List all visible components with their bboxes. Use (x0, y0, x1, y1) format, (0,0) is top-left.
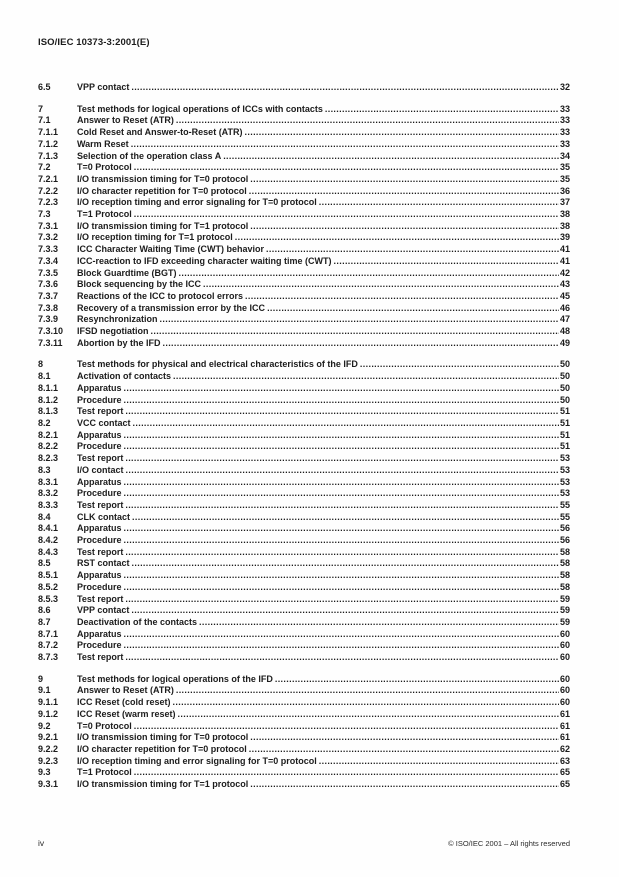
toc-entry-title: Cold Reset and Answer-to-Reset (ATR) (77, 127, 243, 138)
toc-entry (38, 232, 570, 244)
toc-entry (38, 512, 570, 524)
toc-entry-title: Test methods for physical and electrical characteristics of the IFD (77, 359, 358, 370)
toc-entry-number: 8.4.2 (38, 535, 59, 546)
toc-entry-title: I/O character repetition for T=0 protocol (77, 743, 247, 754)
toc-entry-title: Selection of the operation class A (77, 150, 222, 161)
toc-entry-number: 7.1.1 (38, 127, 59, 138)
toc-entry-page: 42 (559, 267, 570, 278)
toc-leader-dots (124, 383, 559, 395)
toc-entry-number: 8.2.3 (38, 453, 59, 464)
toc-entry-number: 7.3.4 (38, 255, 59, 266)
toc-leader-dots (124, 570, 559, 582)
toc-leader-dots (126, 465, 559, 477)
toc-entry-title: RST contact (77, 558, 130, 569)
toc-entry-number: 8.5.3 (38, 593, 59, 604)
toc-entry-title: I/O transmission timing for T=1 protocol (77, 220, 249, 231)
toc-entry-title: Procedure (77, 581, 122, 592)
toc-leader-dots (173, 697, 559, 709)
toc-entry (38, 477, 570, 489)
toc-entry-number: 8.3.3 (38, 499, 59, 510)
toc-entry-number: 9.1.2 (38, 708, 59, 719)
toc-entry-number: 7.3.7 (38, 290, 59, 301)
toc-entry-page: 48 (559, 326, 570, 337)
toc-entry-title: Test report (77, 406, 124, 417)
toc-entry-number: 7.3.5 (38, 267, 59, 278)
toc-leader-dots (178, 709, 559, 721)
toc-entry-number: 9.2.1 (38, 732, 59, 743)
toc-entry-title: I/O transmission timing for T=1 protocol (77, 779, 249, 790)
toc-entry-title: Test report (77, 453, 124, 464)
toc-entry (38, 406, 570, 418)
toc-entry-title: ICC-reaction to IFD exceeding character waiting time (CWT) (77, 255, 332, 266)
toc-leader-dots (125, 547, 559, 559)
toc-entry (38, 291, 570, 303)
toc-entry-number: 8.4.3 (38, 546, 59, 557)
toc-entry-number: 9.2.3 (38, 755, 59, 766)
toc-entry-title: VPP contact (77, 605, 130, 616)
toc-entry-page: 45 (559, 290, 570, 301)
toc-group (38, 104, 570, 350)
toc-entry (38, 709, 570, 721)
toc-entry-page: 50 (559, 359, 570, 370)
toc-entry-number: 8.6 (38, 605, 51, 616)
toc-leader-dots (249, 744, 559, 756)
toc-entry (38, 453, 570, 465)
toc-entry (38, 127, 570, 139)
toc-entry (38, 383, 570, 395)
toc-group (38, 82, 570, 94)
toc-entry-title: Apparatus (77, 382, 122, 393)
toc-entry-title: Resynchronization (77, 314, 158, 325)
toc-leader-dots (124, 640, 559, 652)
toc-entry-page: 46 (559, 302, 570, 313)
toc-leader-dots (132, 512, 559, 524)
toc-leader-dots (151, 326, 559, 338)
toc-entry-title: I/O transmission timing for T=0 protocol (77, 732, 249, 743)
toc-entry-page: 51 (559, 429, 570, 440)
toc-entry-title: T=0 Protocol (77, 162, 132, 173)
page-number: iv (38, 838, 45, 848)
toc-leader-dots (125, 594, 559, 606)
toc-leader-dots (134, 721, 559, 733)
toc-entry (38, 244, 570, 256)
toc-entry (38, 685, 570, 697)
toc-entry-page: 36 (559, 185, 570, 196)
toc-entry-number: 8.3.2 (38, 488, 59, 499)
toc-entry-page: 58 (559, 546, 570, 557)
toc-entry-title: Abortion by the IFD (77, 337, 161, 348)
toc-entry-number: 7.3.6 (38, 279, 59, 290)
toc-leader-dots (124, 582, 559, 594)
toc-entry-page: 50 (559, 371, 570, 382)
toc-entry-number: 8.7.2 (38, 640, 59, 651)
toc-entry-page: 51 (559, 441, 570, 452)
toc-entry (38, 139, 570, 151)
toc-entry-number: 9.3 (38, 767, 51, 778)
toc-entry-page: 62 (559, 743, 570, 754)
toc-entry (38, 523, 570, 535)
toc-entry (38, 500, 570, 512)
toc-entry-page: 56 (559, 535, 570, 546)
toc-leader-dots (131, 82, 559, 94)
toc-leader-dots (245, 291, 559, 303)
toc-leader-dots (125, 500, 559, 512)
toc-entry-page: 59 (559, 593, 570, 604)
toc-entry-page: 32 (559, 82, 570, 92)
toc-entry-title: VCC contact (77, 417, 131, 428)
toc-entry-page: 35 (559, 173, 570, 184)
toc-entry-page: 53 (559, 488, 570, 499)
toc-entry-page: 33 (559, 138, 570, 149)
toc-leader-dots (124, 535, 559, 547)
toc-entry-number: 7.3.10 (38, 326, 64, 337)
toc-entry-number: 8.1 (38, 371, 51, 382)
document-reference: ISO/IEC 10373-3:2001(E) (38, 37, 150, 48)
toc-leader-dots (163, 338, 559, 350)
toc-entry-title: I/O transmission timing for T=0 protocol (77, 173, 249, 184)
toc-entry-title: IFSD negotiation (77, 326, 149, 337)
toc-entry-number: 7.2.2 (38, 185, 59, 196)
toc-entry-page: 33 (559, 127, 570, 138)
toc-entry-title: Warm Reset (77, 138, 129, 149)
toc-entry-number: 7.3.1 (38, 220, 59, 231)
toc-entry-title: T=0 Protocol (77, 720, 132, 731)
toc-entry-title: Procedure (77, 535, 122, 546)
toc-entry (38, 256, 570, 268)
toc-entry (38, 697, 570, 709)
toc-entry-title: Procedure (77, 640, 122, 651)
toc-leader-dots (124, 488, 559, 500)
toc-entry-page: 39 (559, 232, 570, 243)
toc-leader-dots (134, 209, 559, 221)
toc-entry-number: 8 (38, 359, 44, 370)
toc-group (38, 674, 570, 791)
toc-entry (38, 174, 570, 186)
toc-entry-number: 9.3.1 (38, 779, 59, 790)
toc-entry (38, 326, 570, 338)
toc-leader-dots (199, 617, 559, 629)
toc-entry-page: 49 (559, 337, 570, 348)
toc-entry-title: Activation of contacts (77, 371, 172, 382)
toc-entry-page: 53 (559, 476, 570, 487)
toc-entry-number: 9.1.1 (38, 697, 59, 708)
toc-leader-dots (125, 406, 559, 418)
toc-entry-page: 61 (559, 708, 570, 719)
toc-entry-title: I/O contact (77, 464, 124, 475)
toc-entry-number: 7.2.1 (38, 173, 59, 184)
toc-entry (38, 186, 570, 198)
toc-entry-number: 9.1 (38, 685, 51, 696)
toc-entry-number: 8.5.1 (38, 570, 59, 581)
toc-leader-dots (173, 371, 559, 383)
toc-entry (38, 582, 570, 594)
toc-leader-dots (134, 767, 559, 779)
toc-entry-number: 9 (38, 673, 44, 684)
toc-entry-number: 8.7.1 (38, 628, 59, 639)
toc-leader-dots (131, 139, 559, 151)
toc-entry-title: Answer to Reset (ATR) (77, 685, 174, 696)
toc-entry (38, 430, 570, 442)
toc-entry-page: 60 (559, 685, 570, 696)
toc-entry-page: 60 (559, 673, 570, 684)
toc-entry-number: 6.5 (38, 82, 51, 92)
toc-entry-number: 7.3.9 (38, 314, 59, 325)
toc-entry (38, 418, 570, 430)
toc-entry-page: 60 (559, 640, 570, 651)
toc-entry-title: Apparatus (77, 476, 122, 487)
toc-entry-title: Test report (77, 593, 124, 604)
toc-entry-number: 7.3.11 (38, 337, 63, 348)
toc-leader-dots (249, 186, 559, 198)
toc-entry (38, 465, 570, 477)
toc-leader-dots (124, 523, 559, 535)
toc-entry-number: 7.3.3 (38, 244, 59, 255)
toc-entry-number: 8.7 (38, 616, 51, 627)
toc-entry-title: ICC Reset (warm reset) (77, 708, 176, 719)
toc-entry-page: 35 (559, 162, 570, 173)
toc-entry (38, 605, 570, 617)
toc-entry-page: 65 (559, 767, 570, 778)
toc-leader-dots (235, 232, 559, 244)
toc-entry-title: T=1 Protocol (77, 767, 132, 778)
toc-entry-title: ICC Reset (cold reset) (77, 697, 171, 708)
toc-entry-page: 65 (559, 779, 570, 790)
toc-entry-title: CLK contact (77, 511, 131, 522)
toc-entry-page: 38 (559, 220, 570, 231)
toc-entry-title: Procedure (77, 394, 122, 405)
copyright-notice: © ISO/IEC 2001 – All rights reserved (448, 839, 570, 848)
toc-leader-dots (266, 244, 559, 256)
toc-entry-title: Deactivation of the contacts (77, 616, 198, 627)
toc-entry-number: 7.2.3 (38, 197, 59, 208)
toc-entry-title: Apparatus (77, 570, 122, 581)
toc-leader-dots (267, 303, 559, 315)
toc-leader-dots (124, 629, 559, 641)
toc-entry (38, 756, 570, 768)
toc-entry-title: I/O reception timing and error signaling for T=0 protocol (77, 197, 317, 208)
toc-entry-title: Block Guardtime (BGT) (77, 267, 177, 278)
toc-entry (38, 744, 570, 756)
toc-entry-number: 8.5.2 (38, 581, 59, 592)
toc-entry-number: 8.2.2 (38, 441, 59, 452)
toc-entry (38, 732, 570, 744)
toc-entry-page: 58 (559, 570, 570, 581)
toc-entry-title: Test report (77, 499, 124, 510)
toc-entry-page: 61 (559, 720, 570, 731)
toc-entry (38, 674, 570, 686)
toc (38, 82, 570, 791)
toc-leader-dots (334, 256, 559, 268)
page-footer (38, 838, 570, 848)
toc-entry-page: 38 (559, 209, 570, 220)
toc-entry-number: 8.2 (38, 417, 51, 428)
toc-entry (38, 767, 570, 779)
toc-entry (38, 547, 570, 559)
toc-entry-page: 43 (559, 279, 570, 290)
toc-entry-page: 59 (559, 616, 570, 627)
toc-entry-number: 9.2 (38, 720, 51, 731)
toc-leader-dots (131, 605, 559, 617)
toc-entry (38, 629, 570, 641)
toc-leader-dots (319, 197, 559, 209)
toc-entry (38, 221, 570, 233)
toc-entry-page: 53 (559, 464, 570, 475)
toc-leader-dots (132, 558, 559, 570)
toc-leader-dots (134, 162, 559, 174)
toc-entry-page: 51 (559, 406, 570, 417)
toc-entry (38, 268, 570, 280)
toc-entry-page: 58 (559, 581, 570, 592)
toc-entry (38, 617, 570, 629)
toc-entry-page: 41 (559, 255, 570, 266)
toc-entry-title: Reactions of the ICC to protocol errors (77, 290, 244, 301)
toc-leader-dots (160, 314, 559, 326)
toc-leader-dots (250, 779, 559, 791)
toc-entry-page: 33 (559, 115, 570, 126)
toc-entry-number: 7.3.8 (38, 302, 59, 313)
toc-entry-title: Apparatus (77, 628, 122, 639)
toc-entry-number: 8.1.1 (38, 382, 59, 393)
toc-leader-dots (124, 441, 559, 453)
toc-leader-dots (223, 151, 559, 163)
toc-entry (38, 104, 570, 116)
toc-entry-number: 8.3.1 (38, 476, 59, 487)
toc-entry (38, 721, 570, 733)
toc-entry-title: Test methods for logical operations of ICCs with contacts (77, 103, 323, 114)
toc-entry-number: 8.2.1 (38, 429, 59, 440)
toc-entry (38, 441, 570, 453)
toc-entry (38, 371, 570, 383)
toc-entry-page: 51 (559, 417, 570, 428)
toc-entry (38, 652, 570, 664)
toc-entry (38, 558, 570, 570)
toc-leader-dots (360, 359, 559, 371)
toc-leader-dots (124, 430, 559, 442)
toc-entry-page: 58 (559, 558, 570, 569)
toc-entry-number: 8.4.1 (38, 523, 59, 534)
toc-entry (38, 314, 570, 326)
toc-entry (38, 359, 570, 371)
toc-leader-dots (250, 732, 559, 744)
toc-leader-dots (245, 127, 559, 139)
toc-leader-dots (250, 174, 559, 186)
toc-entry (38, 279, 570, 291)
toc-entry-page: 34 (559, 150, 570, 161)
toc-leader-dots (124, 477, 559, 489)
toc-entry-page: 60 (559, 652, 570, 663)
toc-entry (38, 197, 570, 209)
toc-entry (38, 640, 570, 652)
toc-leader-dots (176, 685, 559, 697)
toc-entry-number: 7.2 (38, 162, 51, 173)
toc-entry-title: ICC Character Waiting Time (CWT) behavior (77, 244, 265, 255)
toc-entry (38, 338, 570, 350)
toc-entry-page: 37 (559, 197, 570, 208)
toc-entry-title: Test methods for logical operations of the IFD (77, 673, 273, 684)
toc-entry-number: 8.1.3 (38, 406, 59, 417)
toc-entry (38, 209, 570, 221)
toc-entry-title: Recovery of a transmission error by the ICC (77, 302, 266, 313)
toc-entry-number: 9.2.2 (38, 743, 59, 754)
toc-entry (38, 115, 570, 127)
toc-entry-number: 8.4 (38, 511, 51, 522)
toc-entry-title: I/O character repetition for T=0 protocol (77, 185, 247, 196)
toc-entry (38, 162, 570, 174)
toc-entry-page: 41 (559, 244, 570, 255)
toc-entry-number: 8.7.3 (38, 652, 59, 663)
toc-entry (38, 303, 570, 315)
toc-entry-title: I/O reception timing and error signaling for T=0 protocol (77, 755, 317, 766)
toc-entry-page: 60 (559, 628, 570, 639)
toc-entry-number: 7.1 (38, 115, 51, 126)
toc-leader-dots (124, 395, 559, 407)
toc-entry-number: 7.1.2 (38, 138, 59, 149)
toc-entry (38, 82, 570, 94)
toc-entry-number: 7.1.3 (38, 150, 59, 161)
toc-entry-number: 7.3.2 (38, 232, 59, 243)
toc-entry-title: Answer to Reset (ATR) (77, 115, 174, 126)
toc-entry-title: Block sequencing by the ICC (77, 279, 202, 290)
toc-entry-page: 53 (559, 453, 570, 464)
toc-group (38, 359, 570, 663)
toc-leader-dots (176, 115, 559, 127)
toc-entry-title: VPP contact (77, 82, 130, 92)
toc-entry (38, 570, 570, 582)
toc-leader-dots (133, 418, 559, 430)
toc-entry-number: 8.1.2 (38, 394, 59, 405)
toc-entry (38, 535, 570, 547)
toc-entry (38, 151, 570, 163)
toc-leader-dots (125, 652, 559, 664)
toc-leader-dots (203, 279, 559, 291)
toc-entry (38, 779, 570, 791)
toc-leader-dots (250, 221, 559, 233)
toc-entry-title: Test report (77, 652, 124, 663)
toc-leader-dots (179, 268, 559, 280)
toc-entry-number: 8.3 (38, 464, 51, 475)
toc-entry-page: 50 (559, 382, 570, 393)
toc-leader-dots (325, 104, 559, 116)
toc-entry-page: 55 (559, 499, 570, 510)
toc-entry (38, 594, 570, 606)
toc-entry-number: 7.3 (38, 209, 51, 220)
toc-entry-page: 56 (559, 523, 570, 534)
toc-entry (38, 488, 570, 500)
toc-entry-page: 60 (559, 697, 570, 708)
toc-entry-page: 63 (559, 755, 570, 766)
toc-entry-page: 59 (559, 605, 570, 616)
toc-leader-dots (319, 756, 559, 768)
toc-entry-title: T=1 Protocol (77, 209, 132, 220)
toc-entry-title: Apparatus (77, 429, 122, 440)
toc-leader-dots (275, 674, 559, 686)
toc-entry-page: 50 (559, 394, 570, 405)
toc-entry-title: I/O reception timing for T=1 protocol (77, 232, 233, 243)
toc-entry-title: Apparatus (77, 523, 122, 534)
toc-entry-page: 47 (559, 314, 570, 325)
toc-entry-page: 61 (559, 732, 570, 743)
toc-entry-number: 7 (38, 103, 44, 114)
toc-entry-number: 8.5 (38, 558, 51, 569)
toc-entry (38, 395, 570, 407)
toc-entry-page: 33 (559, 103, 570, 114)
toc-leader-dots (125, 453, 559, 465)
toc-entry-title: Test report (77, 546, 124, 557)
toc-entry-page: 55 (559, 511, 570, 522)
toc-entry-title: Procedure (77, 441, 122, 452)
toc-entry-title: Procedure (77, 488, 122, 499)
